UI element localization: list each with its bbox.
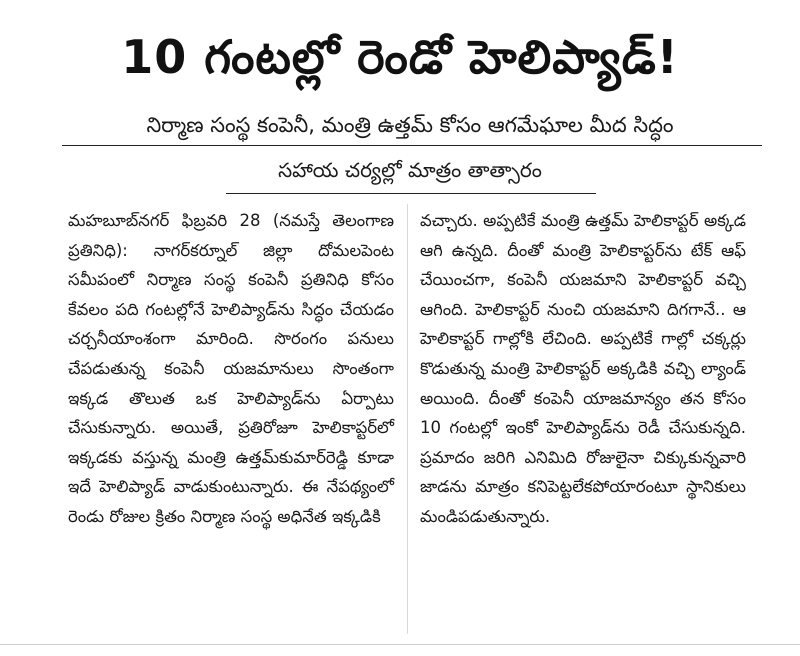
left-column — [68, 206, 394, 532]
bottom-divider — [0, 644, 800, 645]
left-column-text: మహబూబ్‌నగర్ ఫిబ్రవరి 28 (నమస్తే తెలంగాణ ప్రతినిధి): నాగర్‌కర్నూల్ జిల్లా దోమలపెంట సమీపంలో నిర్మాణ సంస్థ కంపెనీ ప్రతినిధి కోసం కేవలం పది గంటల్లోనే హెలిప్యాడ్‌ను సిద్ధం చేయడం చర్చనీయాంశంగా మారింది. సొరంగం పనులు చేపడుతున్న కంపెనీ యజమానులు సొంతంగా ఇక్కడ తొలుత ఒక హెలిప్యాడ్‌ను ఏర్పాటు చేసుకున్నారు. అయితే, ప్రతిరోజూ హెలికాప్టర్‌లో ఇక్కడకు వస్తున్న మంత్రి ఉత్తమ్‌కుమార్‌రెడ్డి కూడా ఇదే హెలిప్యాడ్ వాడుకుంటున్నారు. ఈ నేపథ్యంలో రెండు రోజుల క్రితం నిర్మాణ సంస్థ అధినేత ఇక్కడికి — [68, 211, 394, 526]
tagline-underline — [226, 193, 596, 194]
subheadline: నిర్మాణ సంస్థ కంపెనీ, మంత్రి ఉత్తమ్ కోసం ఆగమేఘాల మీద సిద్ధం — [146, 113, 674, 137]
tagline: సహాయ చర్యల్లో మాత్రం తాత్సారం — [278, 158, 542, 182]
right-column — [420, 206, 746, 532]
subheadline-underline — [62, 145, 762, 146]
right-column-text: వచ్చారు. అప్పటికే మంత్రి ఉత్తమ్ హెలికాప్టర్ అక్కడ ఆగి ఉన్నది. దీంతో మంత్రి హెలికాప్టర్‌ను టేక్ ఆఫ్ చేయించగా, కంపెనీ యజమాని హెలికాప్టర్ వచ్చి ఆగింది. హెలికాప్టర్ నుంచి యజమాని దిగగానే.. ఆ హెలికాప్టర్ గాల్లోకి లేచింది. అప్పటికే గాల్లో చక్కర్లు కొడుతున్న మంత్రి హెలికాప్టర్ అక్కడికి వచ్చి ల్యాండ్ అయింది. దీంతో కంపెనీ యాజమాన్యం తన కోసం 10 గంటల్లో ఇంకో హెలిప్యాడ్‌ను రెడీ చేసుకున్నది. ప్రమాదం జరిగి ఎనిమిది రోజులైనా చిక్కుకున్నవారి జాడను మాత్రం కనిపెట్టలేకపోయారంటూ స్థానికులు మండిపడుతున్నారు. — [420, 211, 746, 526]
column-divider — [407, 204, 408, 634]
headline: 10 గంటల్లో రెండో హెలిప్యాడ్! — [121, 30, 679, 84]
